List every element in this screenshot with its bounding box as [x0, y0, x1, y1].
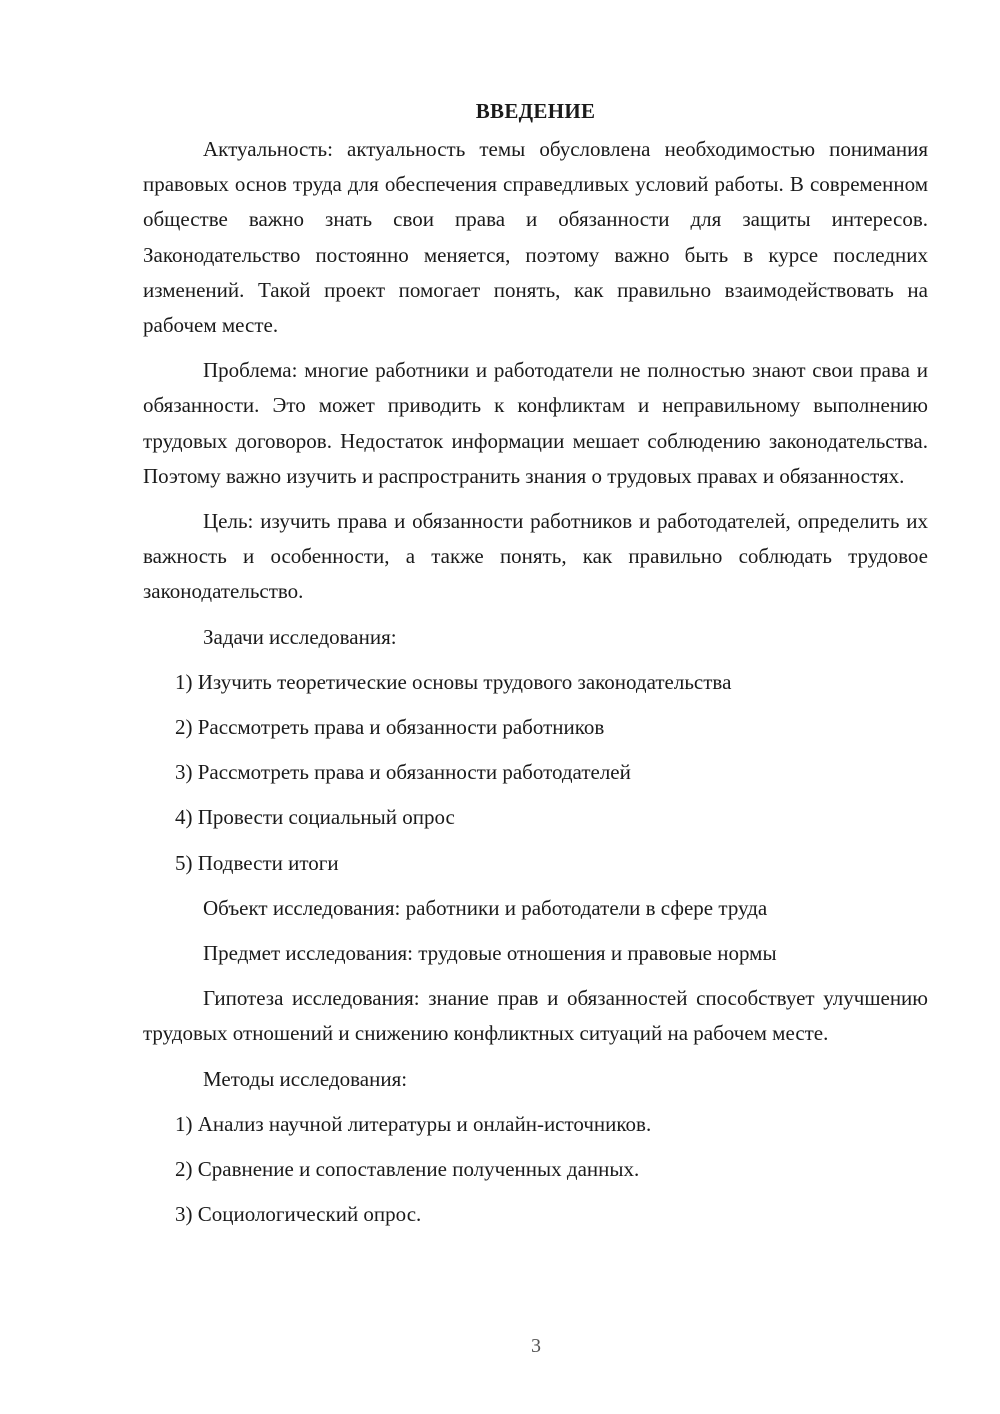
list-item: 3) Социологический опрос. — [175, 1202, 422, 1227]
methods-list — [143, 1107, 928, 1233]
hypothesis-paragraph: Гипотеза исследования: знание прав и обязанностей способствует улучшению трудовых отношений и снижению конфликтных ситуаций на рабочем месте. — [143, 986, 928, 1046]
list-item: 1) Изучить теоретические основы трудового законодательства — [175, 669, 732, 694]
tasks-heading: Задачи исследования: — [203, 624, 397, 649]
page-title: ВВЕДЕНИЕ — [475, 99, 596, 123]
problem-paragraph: Проблема: многие работники и работодатели не полностью знают свои права и обязанности. Это может приводить к конфликтам и неправильному выполнению трудовых договоров. Недостаток информации мешает соблюдению законодательства. Поэтому важно изучить и распространить знания о трудовых правах и обязанностях. — [143, 358, 928, 488]
goal-paragraph: Цель: изучить права и обязанности работников и работодателей, определить их важность и особенности, а также понять, как правильно соблюдать трудовое законодательство. — [143, 509, 928, 604]
list-item: 2) Рассмотреть права и обязанности работников — [175, 715, 605, 740]
object-line: Объект исследования: работники и работодатели в сфере труда — [203, 895, 768, 920]
page-content — [143, 96, 928, 1242]
list-item: 2) Сравнение и сопоставление полученных данных. — [175, 1157, 640, 1182]
list-item: 3) Рассмотреть права и обязанности работодателей — [175, 760, 631, 785]
list-item: 1) Анализ научной литературы и онлайн-источников. — [175, 1111, 652, 1136]
list-item: 4) Провести социальный опрос — [175, 805, 455, 830]
methods-heading: Методы исследования: — [203, 1066, 408, 1091]
tasks-list — [143, 665, 928, 881]
relevance-paragraph: Актуальность: актуальность темы обусловлена необходимостью понимания правовых основ труда для обеспечения справедливых условий работы. В современном обществе важно знать свои права и обязанности для защиты интересов. Законодательство постоянно меняется, поэтому важно быть в курсе последних изменений. Такой проект помогает понять, как правильно взаимодействовать на рабочем месте. — [143, 137, 928, 338]
subject-line: Предмет исследования: трудовые отношения и правовые нормы — [203, 941, 777, 966]
page-number: 3 — [531, 1335, 541, 1357]
list-item: 5) Подвести итоги — [175, 850, 339, 875]
